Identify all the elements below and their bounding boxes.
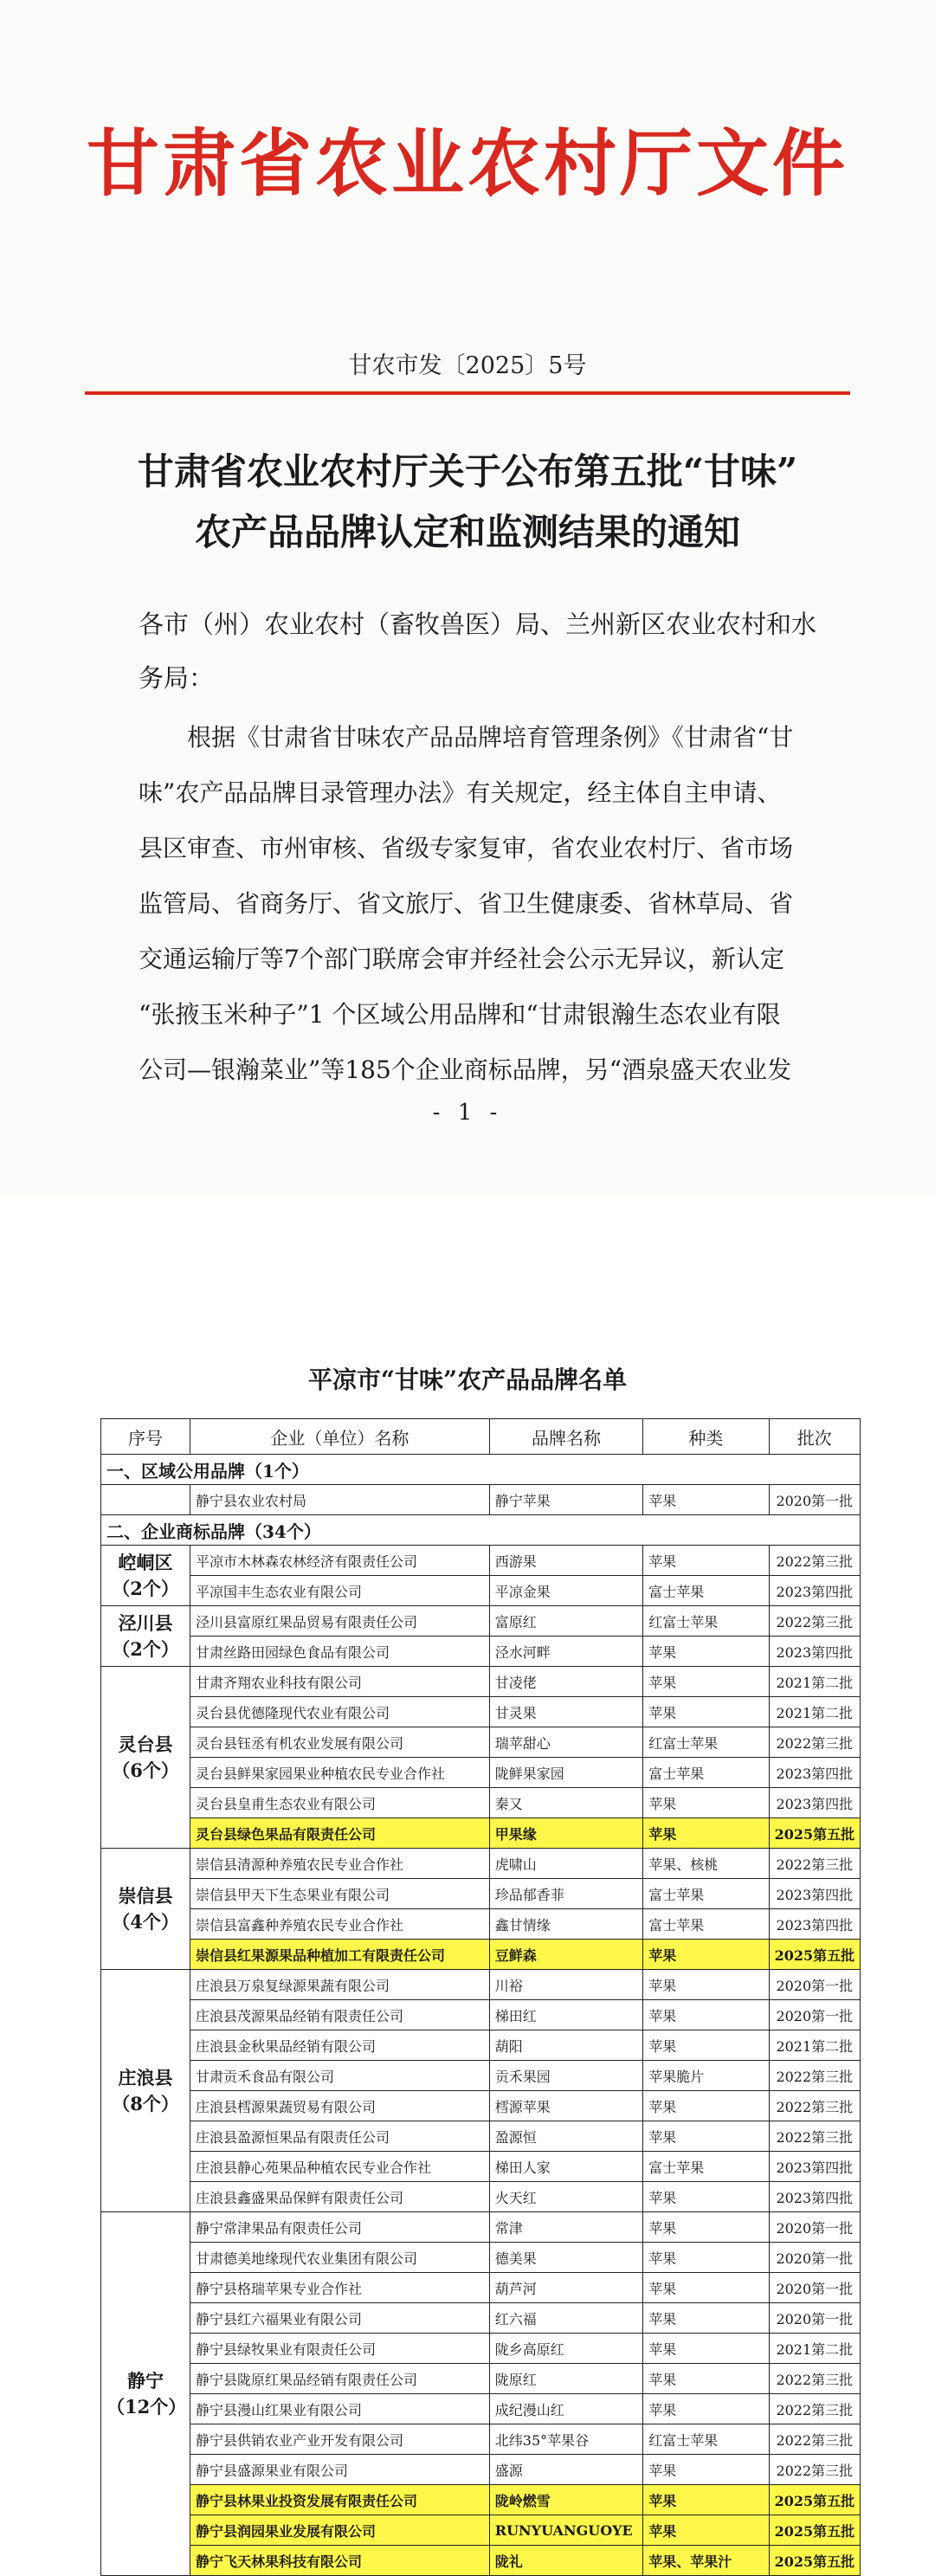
table-row [101, 1697, 861, 1727]
enterprise-cell: 静宁县农业农村局 [190, 1485, 490, 1515]
batch-cell: 2022第三批 [769, 1606, 860, 1637]
batch-cell: 2020第一批 [769, 1970, 860, 2000]
enterprise-cell: 静宁县供销农业产业开发有限公司 [190, 2424, 490, 2455]
batch-cell: 2021第二批 [769, 2030, 860, 2061]
brand-cell: 贡禾果园 [489, 2061, 642, 2091]
brand-cell: 梯田红 [489, 2000, 642, 2030]
brand-cell: 北纬35°苹果谷 [489, 2424, 642, 2455]
header-cell: 批次 [769, 1419, 860, 1455]
table-row [101, 1667, 861, 1697]
table-row [101, 2182, 861, 2212]
table-header-row [101, 1419, 861, 1455]
kind-cell: 苹果 [643, 2334, 769, 2364]
table-row [101, 1485, 861, 1515]
red-separator-line [85, 391, 850, 395]
kind-cell: 苹果、核桃 [643, 1849, 769, 1879]
kind-cell: 苹果 [643, 1697, 769, 1727]
brand-cell: 静宁苹果 [489, 1485, 642, 1515]
enterprise-cell: 静宁飞天林果科技有限公司 [190, 2546, 490, 2576]
batch-cell: 2022第三批 [769, 2061, 860, 2091]
section-row [101, 1455, 861, 1485]
body-paragraph [139, 710, 857, 1098]
enterprise-cell: 灵台县绿色果品有限责任公司 [190, 1818, 490, 1849]
brand-cell: 珍品郁香菲 [489, 1879, 642, 1909]
batch-cell: 2023第四批 [769, 1909, 860, 1940]
page-number: - 1 - [432, 1100, 503, 1126]
batch-cell: 2022第三批 [769, 2455, 860, 2485]
batch-cell: 2023第四批 [769, 1758, 860, 1788]
kind-cell: 苹果脆片 [643, 2061, 769, 2091]
enterprise-cell: 甘肃丝路田园绿色食品有限公司 [190, 1637, 490, 1667]
table-row [101, 2303, 861, 2334]
enterprise-cell: 庄浪县盈源恒果品有限责任公司 [190, 2121, 490, 2152]
kind-cell: 苹果 [643, 2394, 769, 2424]
brand-cell: 樰源苹果 [489, 2091, 642, 2121]
table-row [101, 2000, 861, 2030]
county-cell: 崇信县 （4个） [101, 1849, 190, 1970]
batch-cell: 2025第五批 [769, 2546, 860, 2576]
page-gap [0, 1195, 935, 1299]
table-row [101, 1637, 861, 1667]
enterprise-cell: 庄浪县静心苑果品种植农民专业合作社 [190, 2152, 490, 2182]
title-line: 农产品品牌认定和监测结果的通知 [194, 511, 740, 553]
kind-cell: 富士苹果 [643, 2152, 769, 2182]
table-row [101, 1788, 861, 1818]
brand-cell: 西游果 [489, 1546, 642, 1576]
enterprise-cell: 静宁县绿牧果业有限责任公司 [190, 2334, 490, 2364]
brand-table [100, 1418, 861, 2576]
batch-cell: 2022第三批 [769, 1849, 860, 1879]
brand-cell: 甲果缘 [489, 1818, 642, 1849]
table-row [101, 2273, 861, 2303]
batch-cell: 2020第一批 [769, 2000, 860, 2030]
kind-cell: 苹果 [643, 2515, 769, 2546]
kind-cell: 苹果 [643, 2243, 769, 2273]
brand-cell: 陇鲜果家园 [489, 1758, 642, 1788]
enterprise-cell: 静宁县林果业投资发展有限责任公司 [190, 2485, 490, 2515]
document-number: 甘农市发〔2025〕5号 [348, 352, 587, 379]
document-page-1 [0, 0, 935, 1195]
table-row [101, 1879, 861, 1909]
kind-cell: 苹果 [643, 2273, 769, 2303]
brand-cell: 虎啸山 [489, 1849, 642, 1879]
enterprise-cell: 崇信县甲天下生态果业有限公司 [190, 1879, 490, 1909]
kind-cell: 苹果 [643, 1818, 769, 1849]
enterprise-cell: 泾川县富原红果品贸易有限责任公司 [190, 1606, 490, 1637]
batch-cell: 2020第一批 [769, 2273, 860, 2303]
batch-cell: 2025第五批 [769, 2515, 860, 2546]
batch-cell: 2022第三批 [769, 2364, 860, 2394]
body-line: 味”农产品品牌目录管理办法》有关规定，经主体自主申请、 [139, 778, 782, 807]
table-row [101, 1727, 861, 1758]
enterprise-cell: 庄浪县万泉复绿源果蔬有限公司 [190, 1970, 490, 2000]
enterprise-cell: 平凉国丰生态农业有限公司 [190, 1576, 490, 1606]
enterprise-cell: 庄浪县鑫盛果品保鲜有限责任公司 [190, 2182, 490, 2212]
table-row [101, 2121, 861, 2152]
kind-cell: 富士苹果 [643, 1879, 769, 1909]
table-row [101, 1909, 861, 1940]
batch-cell: 2022第三批 [769, 2091, 860, 2121]
kind-cell: 苹果 [643, 1940, 769, 1970]
kind-cell: 苹果 [643, 2485, 769, 2515]
kind-cell: 富士苹果 [643, 1576, 769, 1606]
enterprise-cell: 平凉市木林森农林经济有限责任公司 [190, 1546, 490, 1576]
table-row [101, 1546, 861, 1576]
document-header: 甘肃省农业农村厅文件 [86, 120, 848, 206]
brand-cell: 瑞苹甜心 [489, 1727, 642, 1758]
enterprise-cell: 静宁县陇原红果品经销有限责任公司 [190, 2364, 490, 2394]
enterprise-cell: 静宁常津果品有限责任公司 [190, 2212, 490, 2243]
table-row [101, 2243, 861, 2273]
table-row [101, 1970, 861, 2000]
enterprise-cell: 甘肃齐翔农业科技有限公司 [190, 1667, 490, 1697]
brand-cell: 葫芦河 [489, 2273, 642, 2303]
header-cell: 企业（单位）名称 [190, 1419, 490, 1455]
table-row [101, 2424, 861, 2455]
enterprise-cell: 静宁县润园果业发展有限公司 [190, 2515, 490, 2546]
brand-cell: 陇原红 [489, 2364, 642, 2394]
batch-cell: 2020第一批 [769, 2212, 860, 2243]
kind-cell: 苹果 [643, 2303, 769, 2334]
batch-cell: 2023第四批 [769, 2182, 860, 2212]
county-cell: 庄浪县 （8个） [101, 1970, 190, 2212]
brand-cell: 秦又 [489, 1788, 642, 1818]
section-label: 二、企业商标品牌（34个） [101, 1515, 861, 1546]
kind-cell: 苹果 [643, 1637, 769, 1667]
county-cell: 灵台县 （6个） [101, 1667, 190, 1849]
salutation-line: 各市（州）农业农村（畜牧兽医）局、兰州新区农业农村和水 [139, 610, 817, 639]
brand-cell: 火天红 [489, 2182, 642, 2212]
county-cell: 静宁 （12个） [101, 2212, 190, 2576]
header-cell: 序号 [101, 1419, 190, 1455]
table-row [101, 2485, 861, 2515]
table-row [101, 2394, 861, 2424]
brand-cell: 甘凌佬 [489, 1667, 642, 1697]
batch-cell: 2025第五批 [769, 1940, 860, 1970]
batch-cell: 2022第三批 [769, 2394, 860, 2424]
enterprise-cell: 庄浪县茂源果品经销有限责任公司 [190, 2000, 490, 2030]
brand-cell: 陇岭燃雪 [489, 2485, 642, 2515]
body-line: 交通运输厅等7个部门联席会审并经社会公示无异议，新认定 [139, 945, 784, 973]
enterprise-cell: 庄浪县樰源果蔬贸易有限公司 [190, 2091, 490, 2121]
county-cell [101, 1485, 190, 1515]
table-row [101, 2061, 861, 2091]
table-row [101, 2152, 861, 2182]
batch-cell: 2023第四批 [769, 1637, 860, 1667]
batch-cell: 2023第四批 [769, 2152, 860, 2182]
batch-cell: 2020第一批 [769, 2243, 860, 2273]
kind-cell: 苹果 [643, 2121, 769, 2152]
table-row [101, 2546, 861, 2576]
batch-cell: 2023第四批 [769, 1879, 860, 1909]
brand-cell: 盛源 [489, 2455, 642, 2485]
enterprise-cell: 灵台县优德隆现代农业有限公司 [190, 1697, 490, 1727]
kind-cell: 苹果 [643, 2000, 769, 2030]
batch-cell: 2021第二批 [769, 1667, 860, 1697]
kind-cell: 苹果、苹果汁 [643, 2546, 769, 2576]
header-cell: 种类 [643, 1419, 769, 1455]
brand-cell: 成纪漫山红 [489, 2394, 642, 2424]
body-line: 公司—银瀚菜业”等185个企业商标品牌，另“酒泉盛天农业发 [139, 1056, 792, 1084]
county-cell: 泾川县 （2个） [101, 1606, 190, 1667]
kind-cell: 苹果 [643, 1667, 769, 1697]
brand-cell: 川裕 [489, 1970, 642, 2000]
brand-cell: 陇乡高原红 [489, 2334, 642, 2364]
table-row [101, 1758, 861, 1788]
enterprise-cell: 静宁县红六福果业有限公司 [190, 2303, 490, 2334]
table-row [101, 2091, 861, 2121]
brand-cell: 盈源恒 [489, 2121, 642, 2152]
brand-list-title: 平凉市“甘味”农产品品牌名单 [307, 1365, 628, 1394]
kind-cell: 苹果 [643, 1788, 769, 1818]
table-row [101, 2455, 861, 2485]
brand-cell: 常津 [489, 2212, 642, 2243]
table-row [101, 2334, 861, 2364]
kind-cell: 苹果 [643, 2030, 769, 2061]
salutation [139, 597, 848, 705]
body-line: 监管局、省商务厅、省文旅厅、省卫生健康委、省林草局、省 [139, 889, 794, 918]
table-row [101, 1849, 861, 1879]
batch-cell: 2020第一批 [769, 2303, 860, 2334]
batch-cell: 2023第四批 [769, 1788, 860, 1818]
enterprise-cell: 崇信县红果源果品种植加工有限责任公司 [190, 1940, 490, 1970]
brand-cell: 梯田人家 [489, 2152, 642, 2182]
salutation-line: 务局： [139, 663, 215, 693]
kind-cell: 苹果 [643, 2364, 769, 2394]
enterprise-cell: 静宁县漫山红果业有限公司 [190, 2394, 490, 2424]
kind-cell: 红富士苹果 [643, 2424, 769, 2455]
enterprise-cell: 庄浪县金秋果品经销有限公司 [190, 2030, 490, 2061]
enterprise-cell: 崇信县清源种养殖农民专业合作社 [190, 1849, 490, 1879]
brand-cell: 富原红 [489, 1606, 642, 1637]
brand-cell: 甘灵果 [489, 1697, 642, 1727]
table-row [101, 2030, 861, 2061]
kind-cell: 苹果 [643, 2455, 769, 2485]
batch-cell: 2021第二批 [769, 2334, 860, 2364]
document-page-2 [0, 1299, 935, 2570]
kind-cell: 苹果 [643, 1970, 769, 2000]
section-label: 一、区域公用品牌（1个） [101, 1455, 861, 1485]
header-cell: 品牌名称 [489, 1419, 642, 1455]
title-line: 甘肃省农业农村厅关于公布第五批“甘味” [137, 450, 798, 493]
table-row [101, 1606, 861, 1637]
brand-cell: 德美果 [489, 2243, 642, 2273]
enterprise-cell: 静宁县盛源果业有限公司 [190, 2455, 490, 2485]
kind-cell: 富士苹果 [643, 1758, 769, 1788]
brand-table-body [101, 1455, 861, 2576]
county-cell: 崆峒区 （2个） [101, 1546, 190, 1606]
kind-cell: 红富士苹果 [643, 1606, 769, 1637]
batch-cell: 2025第五批 [769, 1818, 860, 1849]
enterprise-cell: 灵台县皇甫生态农业有限公司 [190, 1788, 490, 1818]
enterprise-cell: 灵台县鲜果家园果业种植农民专业合作社 [190, 1758, 490, 1788]
kind-cell: 苹果 [643, 2182, 769, 2212]
section-row [101, 1515, 861, 1546]
brand-cell: 平凉金果 [489, 1576, 642, 1606]
table-row [101, 1818, 861, 1849]
document-title [0, 442, 935, 563]
batch-cell: 2020第一批 [769, 1485, 860, 1515]
brand-cell: 葫阳 [489, 2030, 642, 2061]
kind-cell: 红富士苹果 [643, 1727, 769, 1758]
kind-cell: 富士苹果 [643, 1909, 769, 1940]
batch-cell: 2022第三批 [769, 2121, 860, 2152]
batch-cell: 2023第四批 [769, 1576, 860, 1606]
kind-cell: 苹果 [643, 1485, 769, 1515]
batch-cell: 2022第三批 [769, 1727, 860, 1758]
brand-cell: RUNYUANGUOYE [489, 2515, 642, 2546]
table-row [101, 1576, 861, 1606]
batch-cell: 2025第五批 [769, 2485, 860, 2515]
body-line: “张掖玉米种子”1 个区域公用品牌和“甘肃银瀚生态农业有限 [139, 1000, 781, 1029]
enterprise-cell: 崇信县富鑫种养殖农民专业合作社 [190, 1909, 490, 1940]
batch-cell: 2022第三批 [769, 1546, 860, 1576]
brand-cell: 豆鲜森 [489, 1940, 642, 1970]
kind-cell: 苹果 [643, 2212, 769, 2243]
table-row [101, 2515, 861, 2546]
enterprise-cell: 静宁县格瑞苹果专业合作社 [190, 2273, 490, 2303]
brand-cell: 陇礼 [489, 2546, 642, 2576]
table-row [101, 2364, 861, 2394]
table-row [101, 1940, 861, 1970]
kind-cell: 苹果 [643, 1546, 769, 1576]
brand-cell: 红六福 [489, 2303, 642, 2334]
table-row [101, 2212, 861, 2243]
enterprise-cell: 灵台县钰丞有机农业发展有限公司 [190, 1727, 490, 1758]
brand-cell: 鑫甘情缘 [489, 1909, 642, 1940]
batch-cell: 2021第二批 [769, 1697, 860, 1727]
kind-cell: 苹果 [643, 2091, 769, 2121]
batch-cell: 2022第三批 [769, 2424, 860, 2455]
body-line: 根据《甘肃省甘味农产品品牌培育管理条例》《甘肃省“甘 [187, 723, 794, 752]
enterprise-cell: 甘肃德美地缘现代农业集团有限公司 [190, 2243, 490, 2273]
enterprise-cell: 甘肃贡禾食品有限公司 [190, 2061, 490, 2091]
brand-cell: 泾水河畔 [489, 1637, 642, 1667]
body-line: 县区审查、市州审核、省级专家复审，省农业农村厅、省市场 [139, 834, 794, 862]
